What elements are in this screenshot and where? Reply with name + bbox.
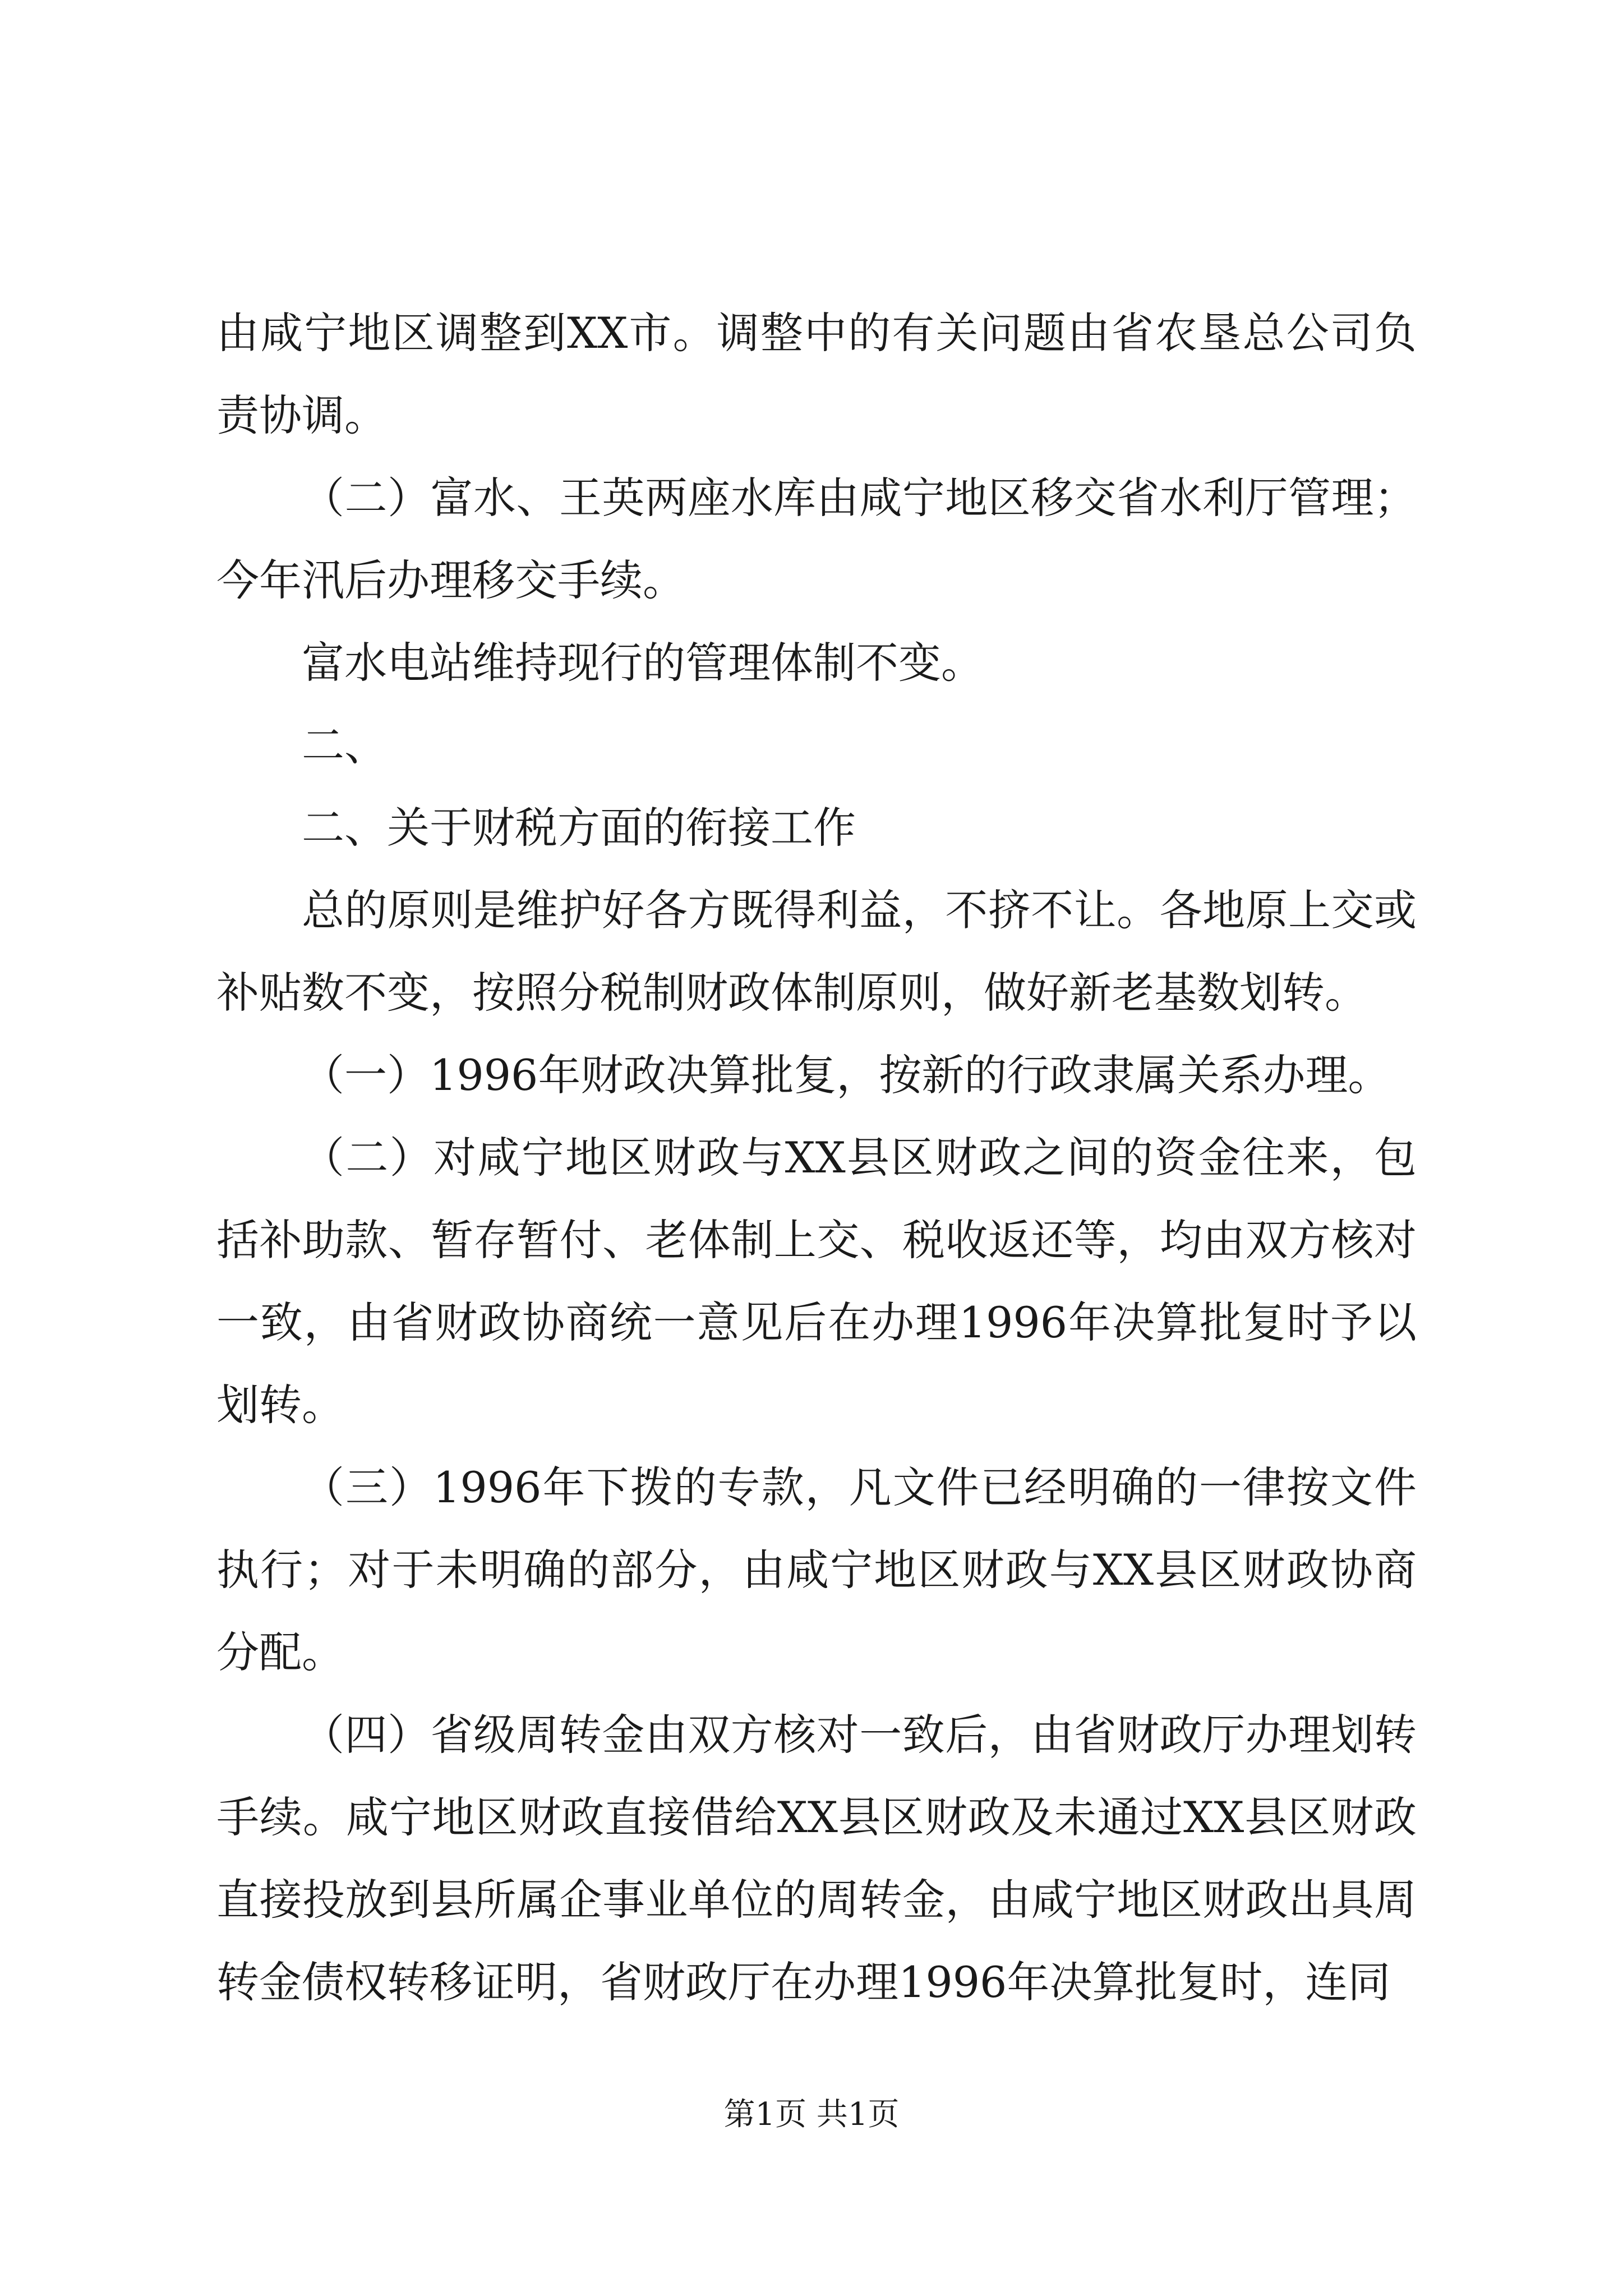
paragraph-1: 由咸宁地区调整到XX市。调整中的有关问题由省农垦总公司负责协调。 bbox=[216, 308, 1417, 440]
paragraph-4: 二、 bbox=[302, 720, 387, 770]
paragraph-3: 富水电站维持现行的管理体制不变。 bbox=[302, 638, 984, 688]
section-heading: 二、关于财税方面的衔接工作 bbox=[302, 803, 856, 853]
paragraph-6: 总的原则是维护好各方既得利益，不挤不让。各地原上交或补贴数不变，按照分税制财政体制原则，做好新老基数划转。 bbox=[216, 885, 1417, 1018]
page-footer bbox=[0, 2092, 1623, 2137]
paragraph-10: （四）省级周转金由双方核对一致后，由省财政厅办理划转手续。咸宁地区财政直接借给XX县区财政及未通过XX县区财政直接投放到县所属企事业单位的周转金，由咸宁地区财政出具周转金债权转移证明，省财政厅在办理1996年决算批复时，连同 bbox=[216, 1710, 1417, 2007]
document-body bbox=[216, 292, 1417, 2023]
paragraph-9: （三）1996年下拨的专款，凡文件已经明确的一律按文件执行；对于未明确的部分，由咸宁地区财政与XX县区财政协商分配。 bbox=[216, 1462, 1417, 1677]
paragraph-7: （一）1996年财政决算批复，按新的行政隶属关系办理。 bbox=[302, 1050, 1391, 1100]
paragraph-2: （二）富水、王英两座水库由咸宁地区移交省水利厅管理；今年汛后办理移交手续。 bbox=[216, 473, 1417, 605]
page-number-label: 第1页 共1页 bbox=[723, 2096, 900, 2133]
paragraph-8: （二）对咸宁地区财政与XX县区财政之间的资金往来，包括补助款、暂存暂付、老体制上交、税收返还等，均由双方核对一致，由省财政协商统一意见后在办理1996年决算批复时予以划转。 bbox=[216, 1133, 1417, 1430]
